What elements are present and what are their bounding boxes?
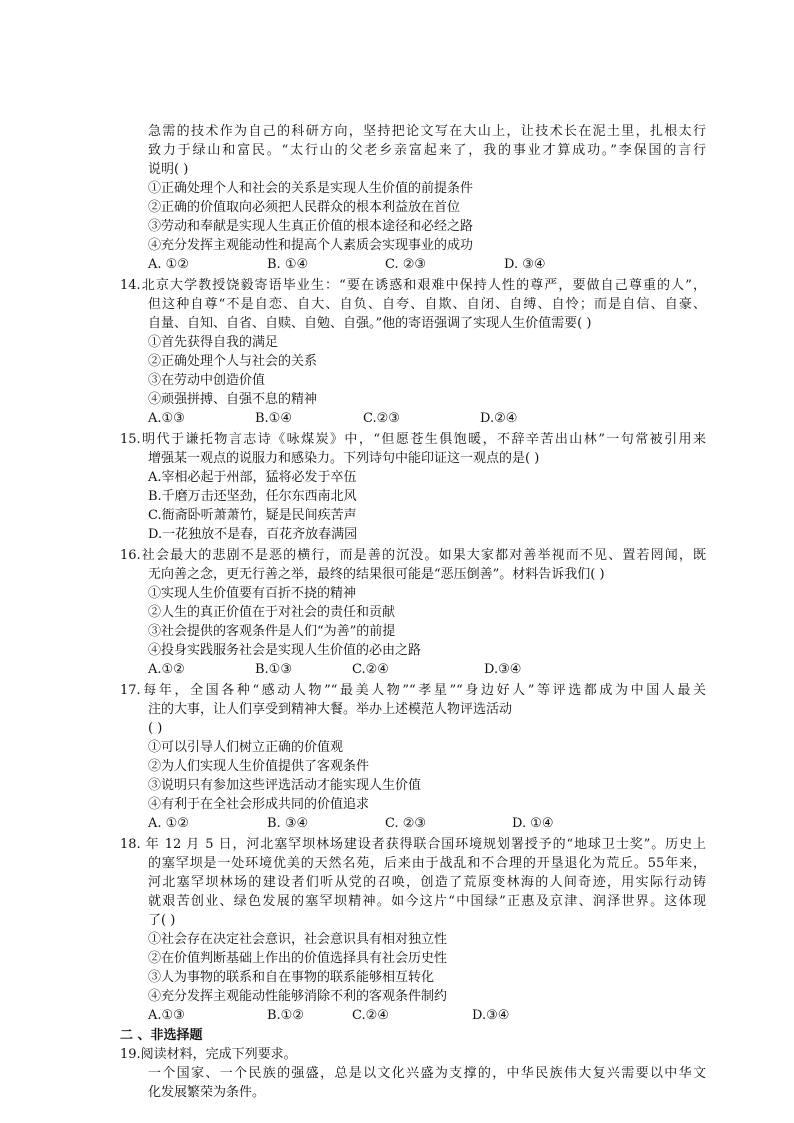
question-18-statement-3: ③人为事物的联系和自在事物的联系能够相互转化 — [148, 970, 435, 985]
question-17-option-d: D. ①④ — [512, 816, 554, 831]
question-18-line-5: 了( ) — [148, 913, 176, 928]
question-15-option-a: A.宰相必起于州部，猛将必发于卒伍 — [148, 470, 357, 485]
question-15-option-d: D.一花独放不是春，百花齐放春满园 — [148, 527, 358, 542]
question-13-statement-4: ④充分发挥主观能动性和提高个人素质会实现事业的成功 — [148, 238, 474, 253]
question-17-line-1: 17.每年，全国各种“感动人物”“最美人物”“孝星”“身边好人”等评选都成为中国人最关 — [120, 683, 706, 698]
question-17-option-c: C. ②③ — [385, 816, 427, 831]
question-14-option-b: B.①④ — [255, 411, 292, 426]
question-16-option-d: D.③④ — [484, 662, 522, 677]
question-14-line-3: 自量、自知、自省、自赎、自勉、自强。”他的寄语强调了实现人生价值需要( ) — [148, 316, 592, 331]
question-14-line-2: 但这种自尊“不是自恋、自大、自负、自夸、自欺、自闭、自缚、自怜；而是自信、自豪、 — [148, 297, 706, 312]
question-16-line-1: 16.社会最大的悲剧不是恶的横行，而是善的沉没。如果大家都对善举视而不见、置若罔闻，既 — [120, 548, 706, 563]
question-18-option-a: A.①③ — [148, 1008, 185, 1023]
question-13-option-a: A. ①② — [148, 257, 189, 272]
question-13-option-c: C. ②③ — [385, 257, 427, 272]
question-14-option-c: C.②③ — [363, 411, 400, 426]
question-17-statement-1: ①可以引导人们树立正确的价值观 — [148, 740, 344, 755]
question-13-line-3: 说明( ) — [148, 162, 189, 177]
question-15-line-2: 增强某一观点的说服力和感染力。下列诗句中能印证这一观点的是( ) — [148, 451, 540, 466]
question-16-option-a: A.①② — [148, 662, 185, 677]
question-13-statement-3: ③劳动和奉献是实现人生真正价值的根本途径和必经之路 — [148, 219, 474, 234]
question-16-statement-2: ②人生的真正价值在于对社会的责任和贡献 — [148, 605, 396, 620]
question-13-statement-1: ①正确处理个人和社会的关系是实现人生价值的前提条件 — [148, 181, 474, 196]
question-18-line-4: 就艰苦创业、绿色发展的塞罕坝精神。如今这片“中国绿”正惠及京津、润泽世界。这体现 — [148, 894, 706, 909]
question-14-option-a: A.①③ — [148, 411, 185, 426]
question-18-statement-4: ④充分发挥主观能动性能够消除不利的客观条件制约 — [148, 989, 448, 1004]
question-15-option-c: C.衙斋卧听萧萧竹，疑是民间疾苦声 — [148, 508, 357, 523]
question-13-line-1: 急需的技术作为自己的科研方向，坚持把论文写在大山上，让技术长在泥土里，扎根太行 — [148, 124, 706, 139]
question-16-line-2: 无向善之念，更无行善之举，最终的结果很可能是“恶压倒善”。材料告诉我们( ) — [148, 567, 605, 582]
question-19-line-1: 19.阅读材料，完成下列要求。 — [120, 1047, 297, 1062]
question-15-option-b: B.千磨万击还坚劲，任尔东西南北风 — [148, 489, 357, 504]
question-19-line-3: 化发展繁荣为条件。 — [148, 1085, 266, 1100]
question-15-line-1: 15.明代于谦托物言志诗《咏煤炭》中，“但愿苍生俱饱暖，不辞辛苦出山林”一句常被引用来 — [120, 432, 706, 447]
question-16-statement-4: ④投身实践服务社会是实现人生价值的必由之路 — [148, 643, 422, 658]
question-16-option-c: C.②④ — [352, 662, 389, 677]
section-heading-non-choice: 二 、非选择题 — [120, 1028, 203, 1043]
question-17-option-b: B. ③④ — [267, 816, 309, 831]
question-13-option-d: D. ③④ — [504, 257, 546, 272]
question-13-option-b: B. ①④ — [267, 257, 309, 272]
question-14-option-d: D.②④ — [480, 411, 518, 426]
question-14-statement-4: ④顽强拼搏、自强不息的精神 — [148, 392, 318, 407]
question-18-line-1: 18. 年 12 月 5 日，河北塞罕坝林场建设者获得联合国环境规划署授予的“地球卫士奖”。历史上 — [120, 837, 706, 852]
question-17-statement-4: ④有利于在全社会形成共同的价值追求 — [148, 797, 370, 812]
question-16-statement-1: ①实现人生价值要有百折不挠的精神 — [148, 586, 357, 601]
question-13-line-2: 致力于绿山和富民。“太行山的父老乡亲富起来了，我的事业才算成功。”李保国的言行 — [148, 143, 706, 158]
question-14-statement-1: ①首先获得自我的满足 — [148, 335, 279, 350]
question-16-statement-3: ③社会提供的客观条件是人们“为善”的前提 — [148, 624, 396, 639]
question-17-line-3: ( ) — [148, 721, 163, 736]
question-18-line-3: 河北塞罕坝林场的建设者们听从党的召唤，创造了荒原变林海的人间奇迹，用实际行动铸 — [148, 875, 706, 890]
question-19-line-2: 一个国家、一个民族的强盛，总是以文化兴盛为支撑的，中华民族伟大复兴需要以中华文 — [148, 1066, 706, 1081]
question-17-statement-3: ③说明只有参加这些评选活动才能实现人生价值 — [148, 778, 422, 793]
question-13-statement-2: ②正确的价值取向必须把人民群众的根本利益放在首位 — [148, 200, 461, 215]
question-14-line-1: 14.北京大学教授饶毅寄语毕业生：“要在诱惑和艰难中保持人性的尊严，要做自己尊重的人”， — [120, 278, 706, 293]
question-18-line-2: 的塞罕坝是一处环境优美的天然名苑，后来由于战乱和不合理的开垦退化为荒丘。55年来， — [148, 856, 706, 871]
question-17-option-a: A. ①② — [148, 816, 189, 831]
question-18-option-c: C.②④ — [352, 1008, 389, 1023]
question-18-option-b: B.①② — [267, 1008, 304, 1023]
question-16-option-b: B.①③ — [255, 662, 292, 677]
question-17-statement-2: ②为人们实现人生价值提供了客观条件 — [148, 759, 370, 774]
question-17-line-2: 注的大事，让人们享受到精神大餐。举办上述模范人物评选活动 — [148, 702, 513, 717]
question-14-statement-3: ③在劳动中创造价值 — [148, 373, 266, 388]
question-14-statement-2: ②正确处理个人与社会的关系 — [148, 354, 318, 369]
question-18-statement-1: ①社会存在决定社会意识，社会意识具有相对独立性 — [148, 932, 448, 947]
question-18-option-d: D.③④ — [472, 1008, 510, 1023]
question-18-statement-2: ②在价值判断基础上作出的价值选择具有社会历史性 — [148, 951, 448, 966]
